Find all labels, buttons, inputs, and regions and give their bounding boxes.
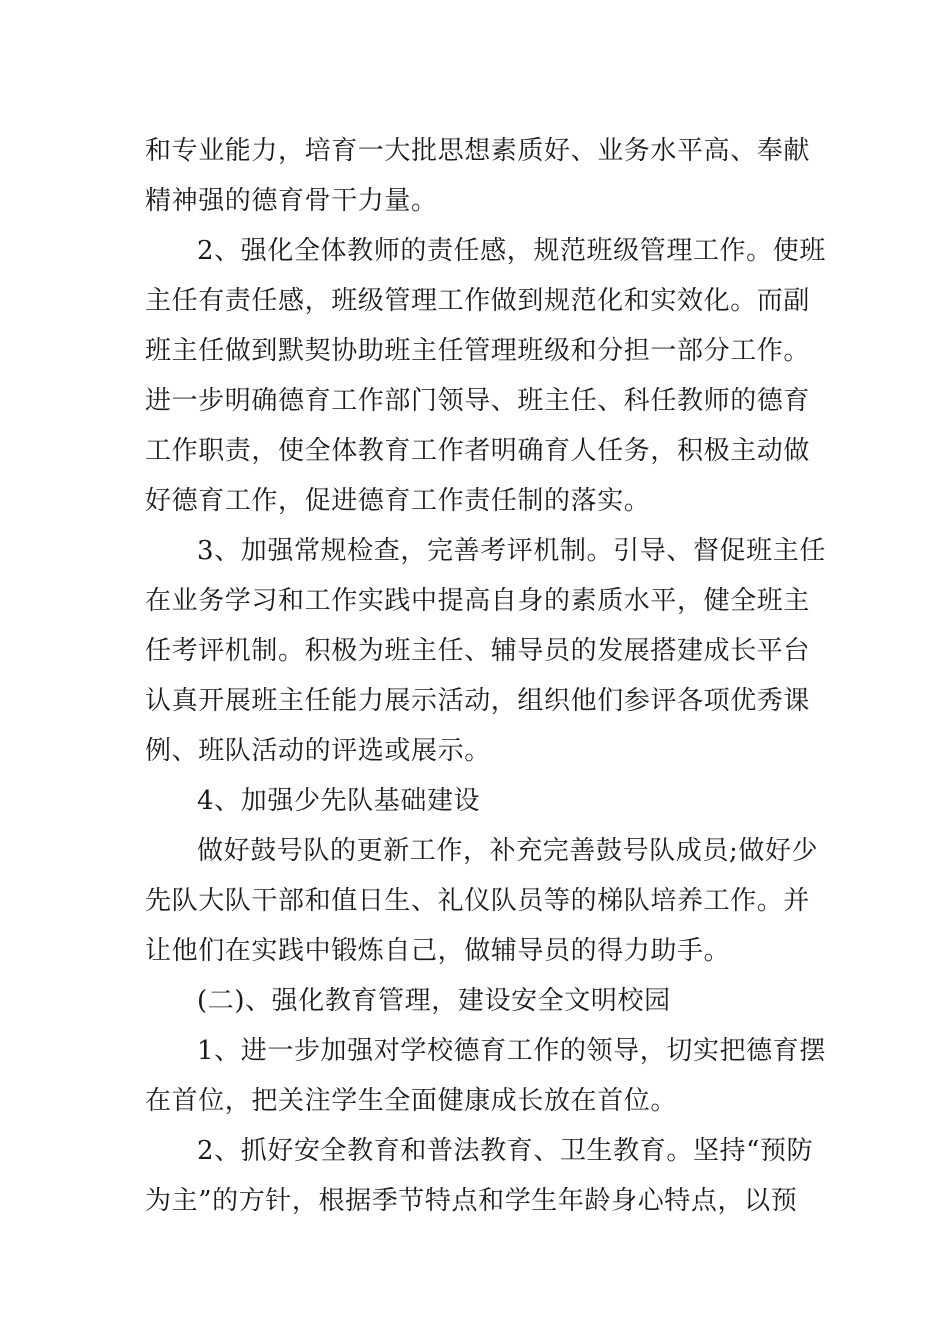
text-line: 在业务学习和工作实践中提高自身的素质水平，健全班主 <box>145 586 811 616</box>
section-heading: (二)、强化教育管理，建设安全文明校园 <box>197 986 671 1016</box>
text-line: 为主”的方针，根据季节特点和学生年龄身心特点，以预 <box>145 1186 798 1216</box>
text-line: 先队大队干部和值日生、礼仪队员等的梯队培养工作。并 <box>145 886 811 916</box>
text-line: 班主任做到默契协助班主任管理班级和分担一部分工作。 <box>145 336 811 366</box>
text-line: 例、班队活动的评选或展示。 <box>145 736 491 766</box>
paragraph-start-line: 2、抓好安全教育和普法教育、卫生教育。坚持“预防 <box>197 1136 814 1166</box>
paragraph-start-line: 2、强化全体教师的责任感，规范班级管理工作。使班 <box>197 236 826 266</box>
text-line: 精神强的德育骨干力量。 <box>145 186 438 216</box>
text-line: 任考评机制。积极为班主任、辅导员的发展搭建成长平台 <box>145 636 811 666</box>
text-line: 好德育工作，促进德育工作责任制的落实。 <box>145 486 651 516</box>
text-line: 主任有责任感，班级管理工作做到规范化和实效化。而副 <box>145 286 811 316</box>
paragraph-start-line: 做好鼓号队的更新工作，补充完善鼓号队成员;做好少 <box>197 836 819 866</box>
paragraph-start-line: 1、进一步加强对学校德育工作的领导，切实把德育摆 <box>197 1036 826 1066</box>
text-line: 认真开展班主任能力展示活动，组织他们参评各项优秀课 <box>145 686 811 716</box>
text-line: 工作职责，使全体教育工作者明确育人任务，积极主动做 <box>145 436 811 466</box>
text-line: 和专业能力，培育一大批思想素质好、业务水平高、奉献 <box>145 136 811 166</box>
section-heading: 4、加强少先队基础建设 <box>197 786 481 816</box>
text-line: 进一步明确德育工作部门领导、班主任、科任教师的德育 <box>145 386 811 416</box>
text-line: 在首位，把关注学生全面健康成长放在首位。 <box>145 1086 678 1116</box>
paragraph-start-line: 3、加强常规检查，完善考评机制。引导、督促班主任 <box>197 536 826 566</box>
text-line: 让他们在实践中锻炼自己，做辅导员的得力助手。 <box>145 936 731 966</box>
